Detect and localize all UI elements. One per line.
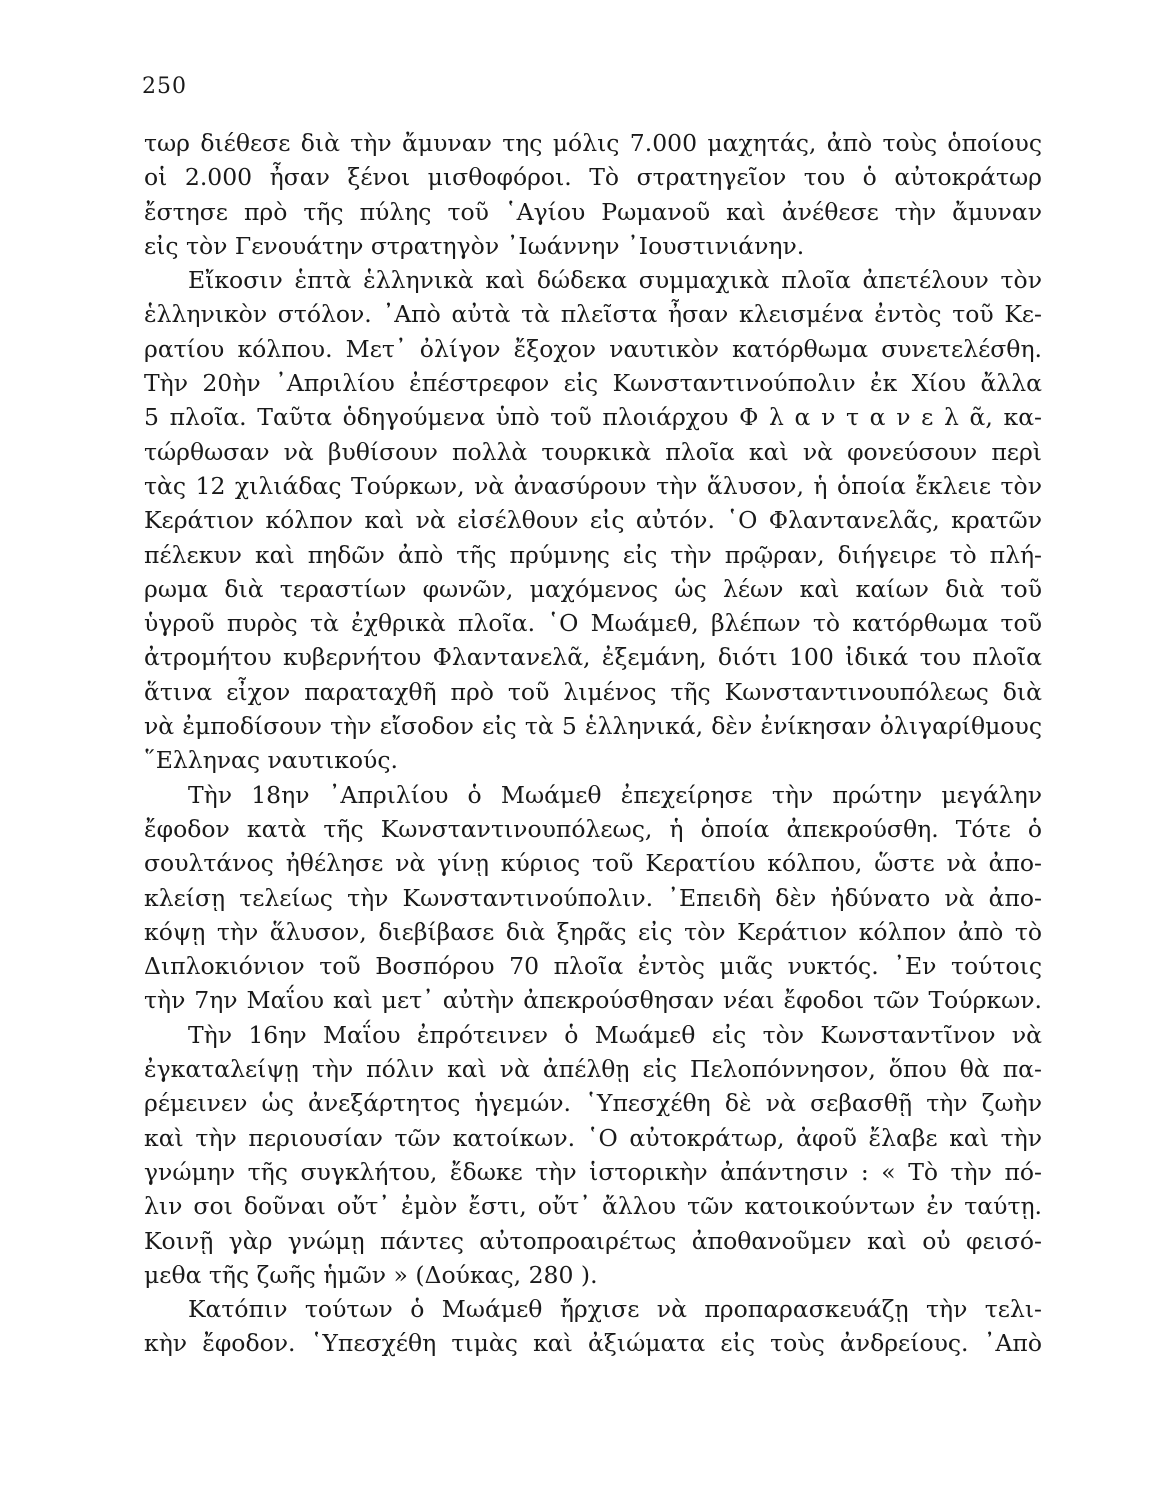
text-line: λιν σοι δοῦναι οὔτ᾿ ἐμὸν ἔστι, οὔτ᾿ ἄλλου τῶν κατοικούντων ἐν ταύτῃ. — [144, 1192, 1042, 1221]
text-line: Κατόπιν τούτων ὁ Μωάμεθ ἤρχισε νὰ προπαρασκευάζῃ τὴν τελι- — [188, 1295, 1042, 1324]
text-line: κλείσῃ τελείως τὴν Κωνσταντινούπολιν. ᾿Επειδὴ δὲν ἠδύνατο νὰ ἀπο- — [144, 883, 1042, 912]
text-line: Κοινῇ γὰρ γνώμῃ πάντες αὐτοπροαιρέτως ἀποθανοῦμεν καὶ οὐ φεισό- — [144, 1226, 1042, 1255]
paragraph — [144, 778, 1042, 1018]
text-line: Τὴν 18ην ᾿Απριλίου ὁ Μωάμεθ ἐπεχείρησε τὴν πρώτην μεγάλην — [188, 780, 1042, 809]
text-line: ἐγκαταλείψῃ τὴν πόλιν καὶ νὰ ἀπέλθῃ εἰς Πελοπόννησον, ὅπου θὰ πα- — [144, 1055, 1042, 1084]
text-line: ἔφοδον κατὰ τῆς Κωνσταντινουπόλεως, ἡ ὁποία ἀπεκρούσθη. Τότε ὁ — [144, 814, 1042, 843]
text-line: Τὴν 20ὴν ᾿Απριλίου ἐπέστρεφον εἰς Κωνσταντινούπολιν ἐκ Χίου ἄλλα — [144, 369, 1042, 398]
text-line: κόψῃ τὴν ἅλυσον, διεβίβασε διὰ ξηρᾶς εἰς τὸν Κεράτιον κόλπον ἀπὸ τὸ — [144, 917, 1042, 946]
paragraph — [144, 1292, 1042, 1361]
paragraph — [144, 1018, 1042, 1292]
text-line: τώρθωσαν νὰ βυθίσουν πολλὰ τουρκικὰ πλοῖα καὶ νὰ φονεύσουν περὶ — [144, 437, 1042, 466]
text-line: γνώμην τῆς συγκλήτου, ἔδωκε τὴν ἱστορικὴν ἀπάντησιν : « Τὸ τὴν πό- — [144, 1157, 1042, 1186]
text-line: ὑγροῦ πυρὸς τὰ ἐχθρικὰ πλοῖα. ῾Ο Μωάμεθ, βλέπων τὸ κατόρθωμα τοῦ — [144, 609, 1042, 638]
text-line: Τὴν 16ην Μαΐου ἐπρότεινεν ὁ Μωάμεθ εἰς τὸν Κωνσταντῖνον νὰ — [188, 1020, 1042, 1049]
text-line: Διπλοκιόνιον τοῦ Βοσπόρου 70 πλοῖα ἐντὸς μιᾶς νυκτός. ᾿Εν τούτοις — [144, 952, 1042, 981]
text-line: ρωμα διὰ τεραστίων φωνῶν, μαχόμενος ὡς λέων καὶ καίων διὰ τοῦ — [144, 574, 1042, 603]
text-line: ἀτρομήτου κυβερνήτου Φλαντανελᾶ, ἐξεμάνη, διότι 100 ἰδικά του πλοῖα — [144, 643, 1042, 672]
text-line: τωρ διέθεσε διὰ τὴν ἄμυναν της μόλις 7.000 μαχητάς, ἀπὸ τοὺς ὁποίους — [144, 129, 1042, 157]
text-line: εἰς τὸν Γενουάτην στρατηγὸν ᾿Ιωάννην ᾿Ιουστινιάνην. — [144, 231, 805, 260]
text-line: τὴν 7ην Μαΐου καὶ μετ᾿ αὐτὴν ἀπεκρούσθησαν νέαι ἔφοδοι τῶν Τούρκων. — [144, 986, 1042, 1015]
paragraph — [144, 263, 1042, 777]
text-line: ἔστησε πρὸ τῆς πύλης τοῦ ῾Αγίου Ρωμανοῦ καὶ ἀνέθεσε τὴν ἄμυναν — [144, 197, 1042, 226]
body-text — [144, 126, 1042, 1361]
text-line: καὶ τὴν περιουσίαν τῶν κατοίκων. ῾Ο αὐτοκράτωρ, ἀφοῦ ἔλαβε καὶ τὴν — [144, 1123, 1042, 1152]
text-line: ἑλληνικὸν στόλον. ᾿Απὸ αὐτὰ τὰ πλεῖστα ἦσαν κλεισμένα ἐντὸς τοῦ Κε- — [144, 300, 1042, 329]
text-line: πέλεκυν καὶ πηδῶν ἀπὸ τῆς πρύμνης εἰς τὴν πρῷραν, διήγειρε τὸ πλή- — [144, 540, 1042, 569]
paragraph — [144, 126, 1042, 263]
text-line: 5 πλοῖα. Ταῦτα ὁδηγούμενα ὑπὸ τοῦ πλοιάρχου Φ λ α ν τ α ν ε λ ᾶ, κα- — [144, 403, 1042, 432]
text-line: ρατίου κόλπου. Μετ᾿ ὀλίγον ἔξοχον ναυτικὸν κατόρθωμα συνετελέσθη. — [144, 334, 1042, 363]
text-line: ρέμεινεν ὡς ἀνεξάρτητος ἡγεμών. ῾Υπεσχέθη δὲ νὰ σεβασθῇ τὴν ζωὴν — [144, 1089, 1042, 1118]
text-line: οἱ 2.000 ἦσαν ξένοι μισθοφόροι. Τὸ στρατηγεῖον του ὁ αὐτοκράτωρ — [144, 163, 1042, 192]
text-line: ῞Ελληνας ναυτικούς. — [144, 746, 398, 775]
text-line: Εἴκοσιν ἑπτὰ ἑλληνικὰ καὶ δώδεκα συμμαχικὰ πλοῖα ἀπετέλουν τὸν — [188, 266, 1042, 295]
text-line: κὴν ἔφοδον. ῾Υπεσχέθη τιμὰς καὶ ἀξιώματα εἰς τοὺς ἀνδρείους. ᾿Απὸ — [144, 1329, 1042, 1358]
text-line: Κεράτιον κόλπον καὶ νὰ εἰσέλθουν εἰς αὐτόν. ῾Ο Φλαντανελᾶς, κρατῶν — [144, 506, 1042, 535]
text-line: ἅτινα εἶχον παραταχθῆ πρὸ τοῦ λιμένος τῆς Κωνσταντινουπόλεως διὰ — [144, 677, 1042, 706]
text-line: μεθα τῆς ζωῆς ἡμῶν » (Δούκας, 280 ). — [144, 1260, 598, 1289]
page-number: 250 — [142, 74, 187, 99]
text-line: σουλτάνος ἠθέλησε νὰ γίνῃ κύριος τοῦ Κερατίου κόλπου, ὥστε νὰ ἀπο- — [144, 849, 1042, 878]
text-line: νὰ ἐμποδίσουν τὴν εἴσοδον εἰς τὰ 5 ἑλληνικά, δὲν ἐνίκησαν ὀλιγαρίθμους — [144, 712, 1042, 741]
text-line: τὰς 12 χιλιάδας Τούρκων, νὰ ἀνασύρουν τὴν ἅλυσον, ἡ ὁποία ἔκλειε τὸν — [144, 471, 1042, 500]
